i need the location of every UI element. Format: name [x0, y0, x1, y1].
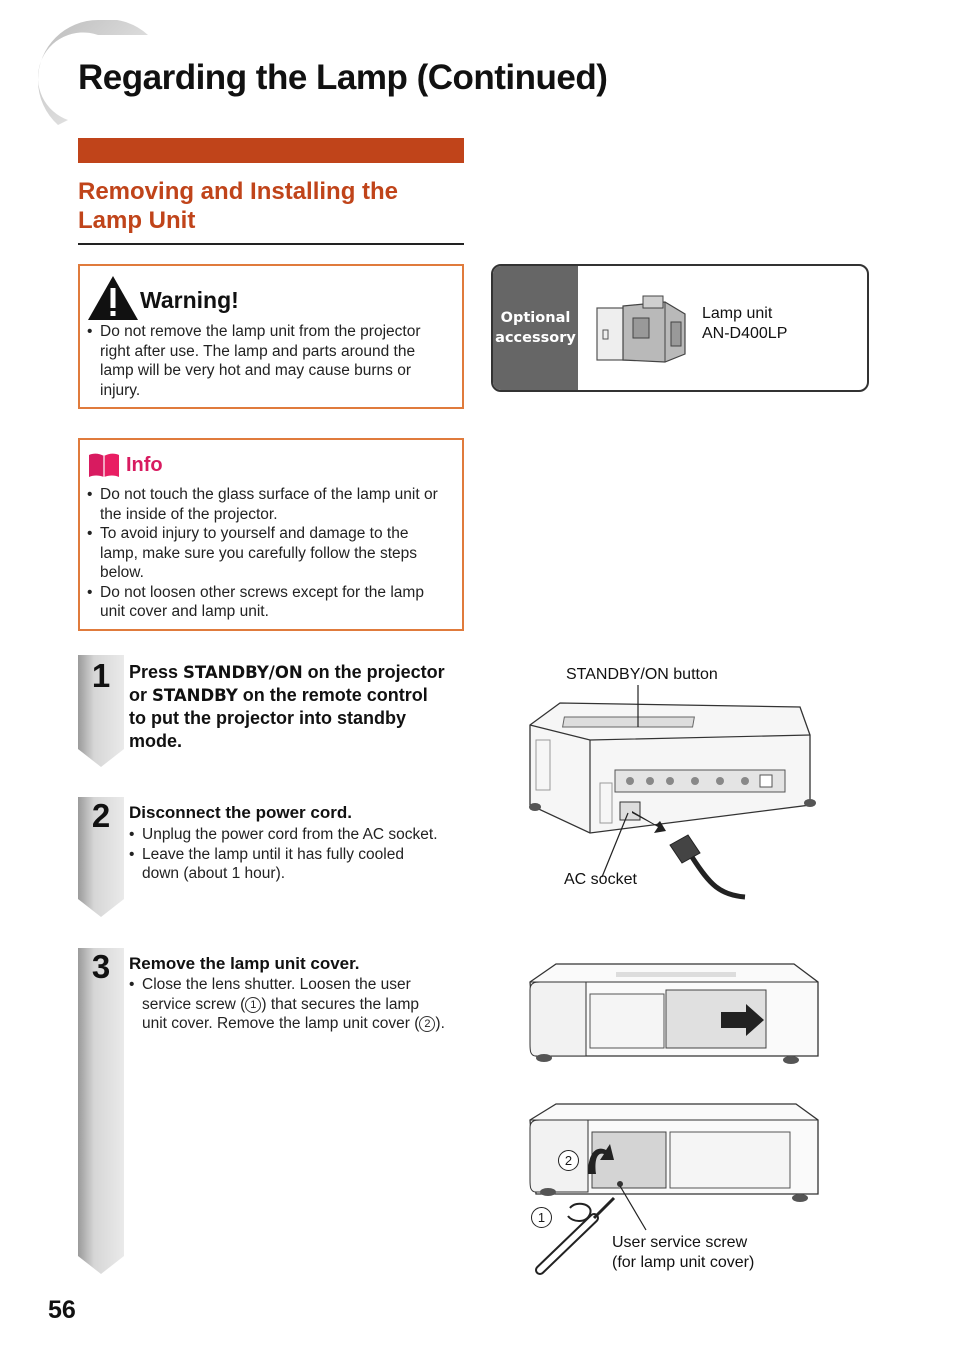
- warning-heading: Warning!: [140, 287, 239, 313]
- accessory-name: [702, 304, 787, 344]
- section-title-line1: Removing and Installing the: [78, 178, 399, 205]
- accessory-label-line1: Optional: [500, 310, 571, 326]
- standby-key: STANDBY: [152, 686, 238, 705]
- section-color-bar: [78, 138, 464, 163]
- step-3-text: Close the lens shutter. Loosen the user service screw (: [142, 976, 411, 1013]
- accessory-label-line2: accessory: [495, 330, 576, 346]
- optional-accessory-box: [491, 264, 869, 392]
- step-2-item: • Leave the lamp until it has fully cooled down (about 1 hour).: [129, 845, 439, 884]
- info-book-icon: [88, 452, 120, 478]
- step-1-text: on the remote control to put the projector into standby mode.: [129, 685, 428, 751]
- step-3-list: [129, 975, 447, 1034]
- callout-2: 2: [558, 1150, 579, 1171]
- info-item: • To avoid injury to yourself and damage to the lamp, make sure you carefully follow the steps below.: [87, 524, 447, 583]
- step-3-heading: Remove the lamp unit cover.: [129, 954, 360, 973]
- section-divider: [78, 243, 464, 245]
- info-list: [87, 485, 447, 622]
- info-box: [78, 438, 464, 631]
- section-title-line2: Lamp Unit: [78, 207, 196, 234]
- circled-number-2: 2: [419, 1016, 435, 1032]
- lamp-unit-illustration: [593, 294, 693, 366]
- warning-item: • Do not remove the lamp unit from the projector right after use. The lamp and parts around the lamp will be very hot and may cause burns or injury.: [87, 322, 447, 400]
- standby-button-label: STANDBY/ON button: [566, 666, 718, 683]
- step-3-item: [129, 975, 447, 1034]
- step-1-text: on the projector or: [129, 662, 445, 705]
- info-item: • Do not touch the glass surface of the lamp unit or the inside of the projector.: [87, 485, 447, 524]
- circled-number-1: 1: [245, 997, 261, 1013]
- step-2-number: 2: [91, 797, 111, 834]
- step-2-heading: Disconnect the power cord.: [129, 803, 352, 822]
- step-3-text: ) that secures the lamp unit cover. Remove the lamp unit cover (: [142, 995, 420, 1032]
- step-1-number: 1: [91, 657, 111, 694]
- screw-label-line2: (for lamp unit cover): [612, 1254, 755, 1271]
- user-service-screw-label: [612, 1233, 754, 1273]
- step-3-number: 3: [91, 948, 111, 985]
- info-heading: Info: [126, 454, 163, 476]
- accessory-name-line2: AN-D400LP: [702, 325, 788, 342]
- step-2-list: [129, 825, 439, 884]
- page-title: Regarding the Lamp (Continued): [78, 58, 608, 97]
- callout-1: 1: [531, 1207, 552, 1228]
- step-1-text: Press: [129, 662, 184, 682]
- step-2-item: • Unplug the power cord from the AC socket.: [129, 825, 439, 845]
- step-1-heading: [129, 661, 449, 753]
- accessory-name-line1: Lamp unit: [702, 305, 773, 322]
- page-number: 56: [48, 1296, 76, 1324]
- projector-cover-illustration: [526, 960, 822, 1072]
- step-3-text: ).: [435, 1015, 445, 1032]
- warning-triangle-icon: [86, 274, 140, 322]
- section-title: [78, 177, 464, 235]
- warning-box: [78, 264, 464, 409]
- screw-label-line1: User service screw: [612, 1234, 748, 1251]
- standby-on-key: STANDBY/ON: [183, 663, 303, 682]
- accessory-label: [493, 266, 578, 390]
- ac-socket-label: AC socket: [564, 871, 637, 888]
- warning-list: [87, 322, 447, 400]
- info-item: • Do not loosen other screws except for the lamp unit cover and lamp unit.: [87, 583, 447, 622]
- step-3-tab: [78, 948, 124, 1276]
